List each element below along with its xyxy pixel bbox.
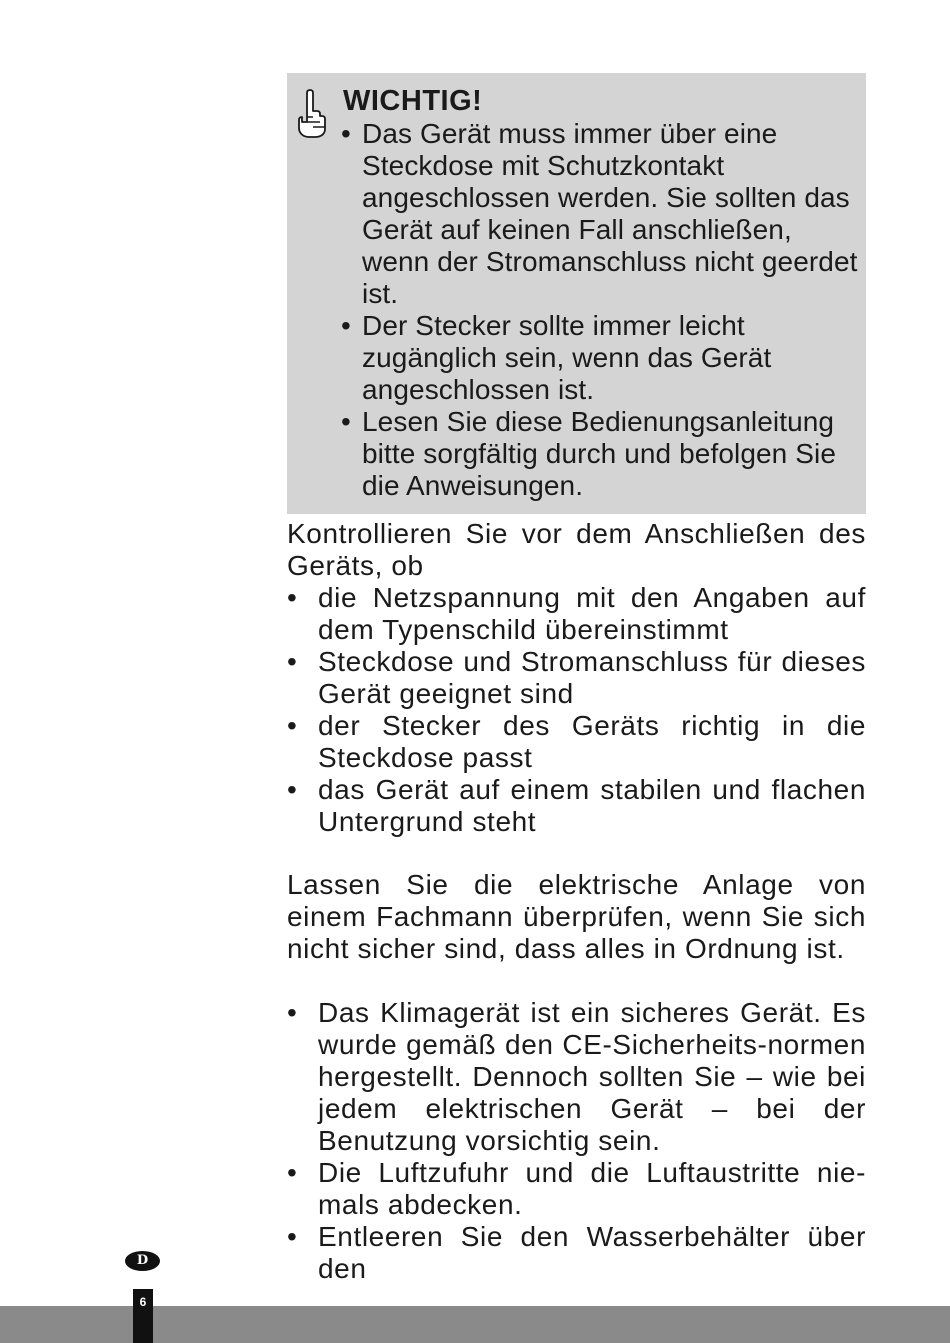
check-item: • das Gerät auf einem stabilen und flachen Untergrund steht [287, 774, 866, 838]
page-number: 6 [139, 1295, 147, 1309]
language-badge: D [125, 1251, 160, 1271]
check-item: • der Stecker des Geräts richtig in die Steckdose passt [287, 710, 866, 774]
safety-item: • Das Klimagerät ist ein sicheres Gerät. Es wurde gemäß den CE-Sicherheits-normen hergestellt. Dennoch sollten Sie – wie bei jedem elektrischen Gerät – bei der Benutzung vorsichtig sein. [287, 997, 866, 1157]
important-notice-box [287, 73, 866, 514]
notice-title: WICHTIG! [343, 85, 483, 117]
notice-item: • Der Stecker sollte immer leicht zugänglich sein, wenn das Gerät angeschlossen ist. [339, 310, 859, 406]
notice-item: • Lesen Sie diese Bedienungsanleitung bitte sorgfältig durch und befolgen Sie die Anweisungen. [339, 406, 859, 502]
pointing-hand-icon [293, 87, 329, 139]
notice-list [339, 118, 859, 502]
safety-item: • Entleeren Sie den Wasserbehälter über den [287, 1221, 866, 1285]
check-item: • Steckdose und Stromanschluss für dieses Gerät geeignet sind [287, 646, 866, 710]
safety-item: • Die Luftzufuhr und die Luftaustritte nie-mals abdecken. [287, 1157, 866, 1221]
page-tab [133, 1289, 153, 1343]
notice-item: • Das Gerät muss immer über eine Steckdose mit Schutzkontakt angeschlossen werden. Sie sollten das Gerät auf keinen Fall anschließen, wenn der Stromanschluss nicht geerdet ist. [339, 118, 859, 310]
safety-list [287, 997, 866, 1285]
advice-paragraph: Lassen Sie die elektrische Anlage von einem Fachmann überprüfen, wenn Sie sich nicht sicher sind, dass alles in Ordnung ist. [287, 869, 866, 964]
check-list [287, 582, 866, 838]
check-item: • die Netzspannung mit den Angaben auf dem Typenschild übereinstimmt [287, 582, 866, 646]
check-intro: Kontrollieren Sie vor dem Anschließen des Geräts, ob [287, 518, 866, 581]
